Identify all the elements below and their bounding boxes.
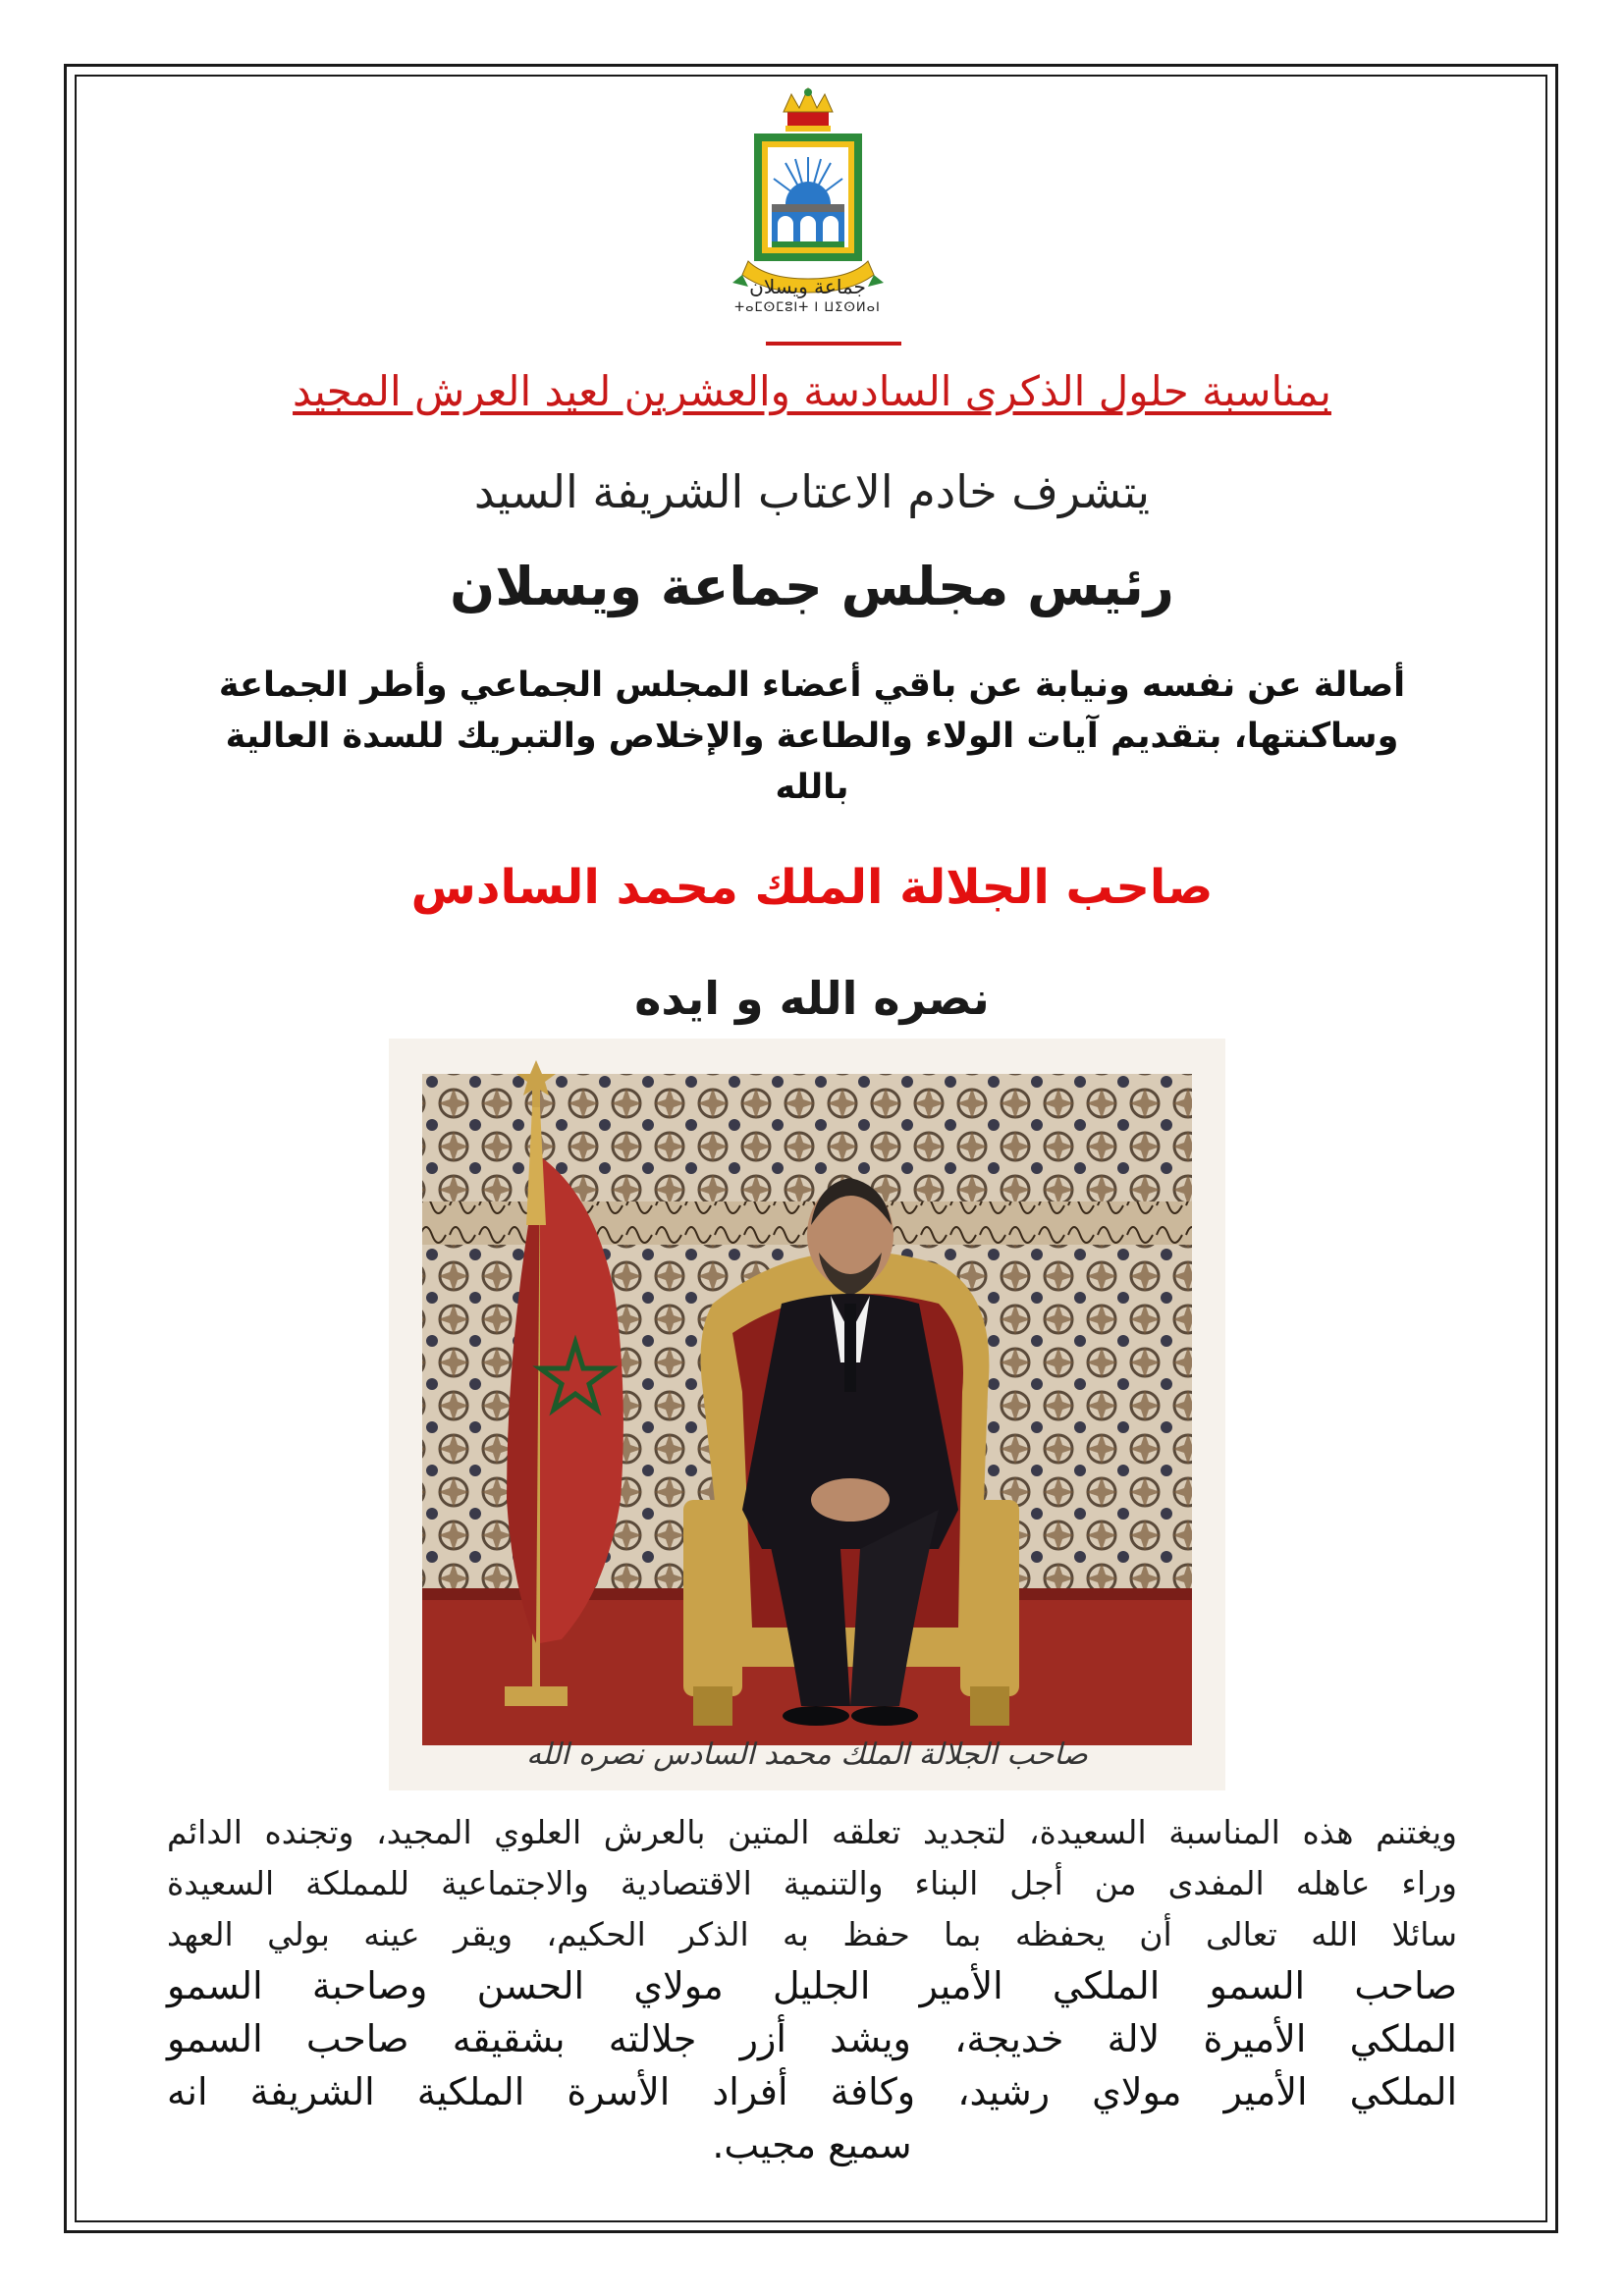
logo-tifinagh-caption: ⵜⴰⵎⵙⵎⵓⵏⵜ ⵏ ⵡⵉⵙⵍⴰⵏ	[734, 300, 881, 315]
intro-line-2: وساكنتها، بتقديم آيات الولاء والطاعة والإخلاص والتبريك للسدة العالية	[225, 717, 1399, 756]
intro-line-1: أصالة عن نفسه ونيابة عن باقي أعضاء المجلس الجماعي وأطر الجماعة	[218, 666, 1406, 705]
body-line-7: سميع مجيب.	[712, 2123, 912, 2166]
header-divider	[766, 342, 901, 346]
body-line-4: صاحب السمو الملكي الأمير الجليل مولاي الحسن وصاحبة السمو	[167, 1964, 1457, 2007]
honor-line: يتشرف خادم الاعتاب الشريفة السيد	[473, 465, 1151, 518]
body-line-1: ويغتنم هذه المناسبة السعيدة، لتجديد تعلقه المتين بالعرش العلوي المجيد، وتجنده الدائم	[167, 1813, 1457, 1851]
intro-paragraph	[167, 660, 1457, 813]
portrait-caption: صاحب الجلالة الملك محمد السادس نصره الله	[526, 1737, 1088, 1772]
body-line-2: وراء عاهله المفدى من أجل البناء والتنمية الاقتصادية والاجتماعية للمملكة السعيدة	[167, 1864, 1457, 1902]
president-title: رئيس مجلس جماعة ويسلان	[450, 556, 1174, 617]
shield-icon	[754, 133, 862, 261]
king-title: صاحب الجلالة الملك محمد السادس	[410, 860, 1214, 915]
royal-portrait	[389, 1039, 1225, 1790]
intro-line-3: بالله	[775, 768, 849, 807]
prayer-line: نصره الله و ايده	[634, 972, 990, 1025]
logo-caption: جماعة ويسلان	[749, 275, 866, 298]
body-line-6: الملكي الأمير مولاي رشيد، وكافة أفراد الأسرة الملكية الشريفة انه	[167, 2070, 1457, 2113]
body-line-3: سائلا الله تعالى أن يحفظه بما حفظ به الذكر الحكيم، ويقر عينه بولي العهد	[167, 1915, 1457, 1953]
crown-icon	[784, 88, 833, 132]
body-line-5: الملكي الأميرة لالة خديجة، ويشد أزر جلالته بشقيقه صاحب السمو	[167, 2017, 1457, 2060]
occasion-heading: بمناسبة حلول الذكرى السادسة والعشرين لعيد العرش المجيد	[293, 367, 1331, 415]
